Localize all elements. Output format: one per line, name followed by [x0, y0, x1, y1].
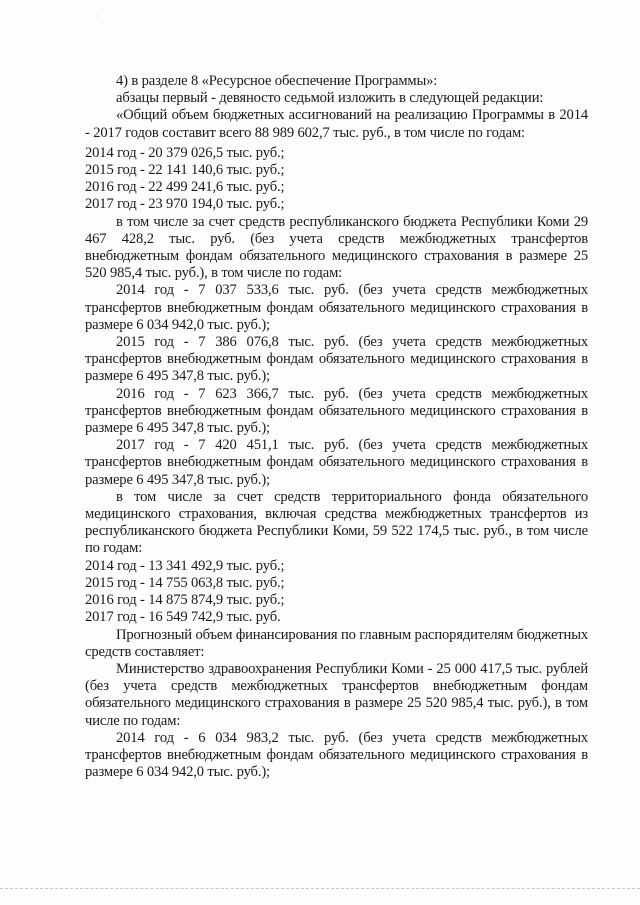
page-footer-rule	[0, 888, 640, 889]
year-line: 2017 год - 23 970 194,0 тыс. руб.;	[85, 196, 285, 213]
year-line: 2016 год - 22 499 241,6 тыс. руб.;	[85, 179, 285, 196]
paragraph: 2017 год - 7 420 451,1 тыс. руб. (без учета средств межбюджетных трансфертов внебюджетным фондам обязательного медицинского страхования в размере 6 495 347,8 тыс. руб.);	[85, 437, 588, 488]
paragraph: «Общий объем бюджетных ассигнований на реализацию Программы в 2014 - 2017 годов составит всего 88 989 602,7 тыс. руб., в том числе по годам:	[85, 107, 588, 141]
year-line: 2014 год - 13 341 492,9 тыс. руб.;	[85, 557, 285, 574]
scan-mark: ·	[96, 12, 99, 21]
paragraph: 2014 год - 6 034 983,2 тыс. руб. (без учета средств межбюджетных трансфертов внебюджетным фондам обязательного медицинского страхования в размере 6 034 942,0 тыс. руб.);	[85, 729, 588, 781]
paragraph: абзацы первый - девяносто седьмой изложить в следующей редакции:	[116, 90, 544, 107]
document-body	[85, 73, 588, 781]
year-line: 2016 год - 14 875 874,9 тыс. руб.;	[85, 592, 285, 609]
section-heading: 4) в разделе 8 «Ресурсное обеспечение Программы»:	[116, 73, 438, 89]
paragraph: 2016 год - 7 623 366,7 тыс. руб. (без учета средств межбюджетных трансфертов внебюджетным фондам обязательного медицинского страхования в размере 6 495 347,8 тыс. руб.);	[85, 385, 588, 437]
year-line: 2015 год - 14 755 063,8 тыс. руб.;	[85, 574, 285, 591]
paragraph: Министерство здравоохранения Республики Коми - 25 000 417,5 тыс. рублей (без учета средств межбюджетных трансфертов внебюджетным фондам обязательного медицинского страхования в размере 25 520 985,4 тыс. руб.), в том числе по годам:	[85, 660, 588, 729]
paragraph: 2015 год - 7 386 076,8 тыс. руб. (без учета средств межбюджетных трансфертов внебюджетным фондам обязательного медицинского страхования в размере 6 495 347,8 тыс. руб.);	[85, 334, 588, 385]
year-line: 2017 год - 16 549 742,9 тыс. руб.	[85, 609, 281, 626]
year-line: 2014 год - 20 379 026,5 тыс. руб.;	[85, 144, 285, 161]
paragraph: Прогнозный объем финансирования по главным распорядителям бюджетных средств составляет:	[85, 626, 588, 660]
year-line: 2015 год - 22 141 140,6 тыс. руб.;	[85, 162, 285, 179]
paragraph: в том числе за счет средств территориального фонда обязательного медицинского страхования, включая средства межбюджетных трансфертов из республиканского бюджета Республики Коми, 59 522 174,5 тыс. руб., в том числе по годам:	[85, 488, 588, 557]
paragraph: в том числе за счет средств республиканского бюджета Республики Коми 29 467 428,2 тыс. руб. (без учета средств межбюджетных трансфертов внебюджетным фондам обязательного медицинского страхования в размере 25 520 985,4 тыс. руб.), в том числе по годам:	[85, 213, 588, 282]
paragraph: 2014 год - 7 037 533,6 тыс. руб. (без учета средств межбюджетных трансфертов внебюджетным фондам обязательного медицинского страхования в размере 6 034 942,0 тыс. руб.);	[85, 282, 588, 333]
